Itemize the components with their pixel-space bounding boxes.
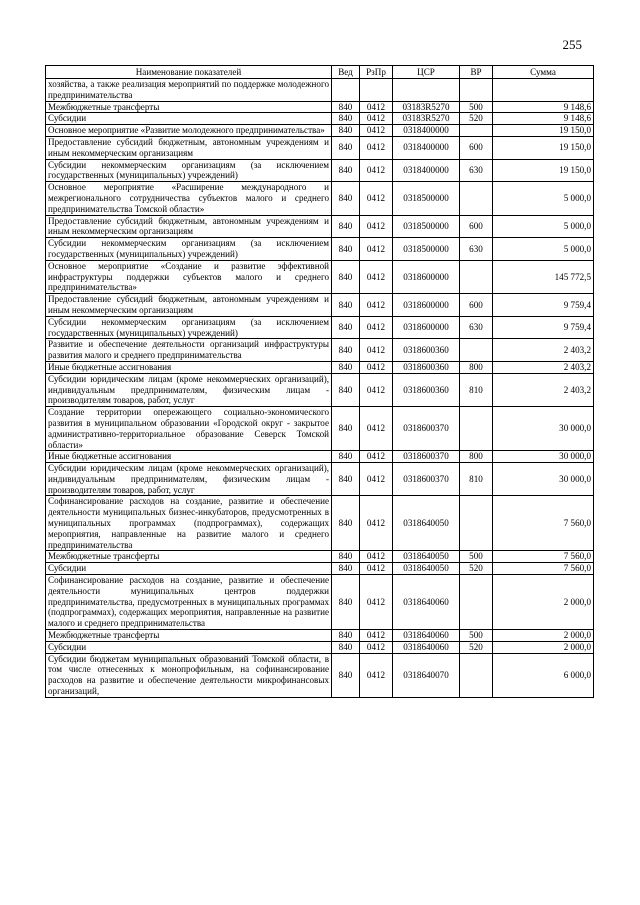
cell-csr: 0318640070	[393, 653, 460, 697]
table-row	[46, 361, 594, 373]
cell-name: Межбюджетные трансферты	[46, 551, 332, 563]
cell-rzpr: 0412	[360, 238, 393, 261]
cell-rzpr: 0412	[360, 260, 393, 293]
cell-rzpr: 0412	[360, 182, 393, 215]
cell-name: Межбюджетные трансферты	[46, 630, 332, 642]
table-row	[46, 260, 594, 293]
table-row	[46, 159, 594, 182]
cell-name: Субсидии некоммерческим организациям (за исключением государственных (муниципальных) учреждений)	[46, 316, 332, 339]
cell-vr: 810	[460, 463, 493, 496]
cell-ved: 840	[332, 101, 360, 113]
cell-rzpr: 0412	[360, 451, 393, 463]
cell-csr: 0318640060	[393, 630, 460, 642]
cell-vr: 520	[460, 641, 493, 653]
cell-vr: 600	[460, 136, 493, 159]
cell-name: Развитие и обеспечение деятельности организаций инфраструктуры развития малого и среднего предпринимательства	[46, 339, 332, 362]
cell-rzpr: 0412	[360, 630, 393, 642]
cell-sum: 2 000,0	[493, 641, 594, 653]
cell-sum: 9 759,4	[493, 294, 594, 317]
cell-name: Субсидии бюджетам муниципальных образований Томской области, в том числе отнесенных к монопрофильным, на софинансирование расходов на развитие и обеспечение деятельности микрофинансовых организаций,	[46, 653, 332, 697]
cell-ved: 840	[332, 630, 360, 642]
cell-sum: 2 403,2	[493, 361, 594, 373]
cell-csr: 03183R5270	[393, 101, 460, 113]
cell-sum: 5 000,0	[493, 182, 594, 215]
table-row	[46, 215, 594, 238]
cell-vr	[460, 125, 493, 137]
cell-ved: 840	[332, 215, 360, 238]
cell-sum: 30 000,0	[493, 407, 594, 451]
cell-vr: 810	[460, 373, 493, 406]
cell-rzpr: 0412	[360, 496, 393, 551]
cell-vr: 500	[460, 630, 493, 642]
cell-csr: 0318640060	[393, 641, 460, 653]
cell-sum: 2 000,0	[493, 575, 594, 630]
header-vr: ВР	[460, 66, 493, 79]
cell-name: Предоставление субсидий бюджетным, автономным учреждениям и иным некоммерческим организациям	[46, 136, 332, 159]
cell-name: Межбюджетные трансферты	[46, 101, 332, 113]
cell-sum: 7 560,0	[493, 563, 594, 575]
cell-name: Субсидии некоммерческим организациям (за исключением государственных (муниципальных) учреждений)	[46, 159, 332, 182]
cell-vr: 600	[460, 294, 493, 317]
header-rzpr: РзПр	[360, 66, 393, 79]
budget-table	[45, 65, 594, 698]
cell-name: Основное мероприятие «Создание и развитие эффективной инфраструктуры поддержки субъектов малого и среднего предпринимательства»	[46, 260, 332, 293]
cell-csr: 0318500000	[393, 182, 460, 215]
cell-sum: 5 000,0	[493, 215, 594, 238]
cell-csr: 0318500000	[393, 238, 460, 261]
table-row	[46, 641, 594, 653]
cell-rzpr: 0412	[360, 641, 393, 653]
cell-sum: 19 150,0	[493, 159, 594, 182]
cell-rzpr	[360, 79, 393, 102]
cell-sum: 5 000,0	[493, 238, 594, 261]
cell-name: Основное мероприятие «Расширение международного и межрегионального сотрудничества субъектов малого и среднего предпринимательства Томской области»	[46, 182, 332, 215]
cell-vr: 500	[460, 551, 493, 563]
cell-vr: 520	[460, 113, 493, 125]
header-ved: Вед	[332, 66, 360, 79]
table-row	[46, 630, 594, 642]
cell-ved: 840	[332, 641, 360, 653]
cell-rzpr: 0412	[360, 339, 393, 362]
table-row	[46, 463, 594, 496]
cell-ved: 840	[332, 125, 360, 137]
cell-sum: 9 759,4	[493, 316, 594, 339]
cell-sum: 19 150,0	[493, 136, 594, 159]
cell-sum	[493, 79, 594, 102]
cell-vr: 630	[460, 316, 493, 339]
cell-vr	[460, 407, 493, 451]
cell-rzpr: 0412	[360, 101, 393, 113]
cell-sum: 2 403,2	[493, 373, 594, 406]
cell-vr: 630	[460, 159, 493, 182]
cell-rzpr: 0412	[360, 113, 393, 125]
cell-sum: 30 000,0	[493, 451, 594, 463]
cell-sum: 30 000,0	[493, 463, 594, 496]
table-row	[46, 238, 594, 261]
cell-vr	[460, 653, 493, 697]
cell-sum: 9 148,6	[493, 101, 594, 113]
table-row	[46, 575, 594, 630]
table-row	[46, 653, 594, 697]
cell-name: Субсидии	[46, 113, 332, 125]
cell-rzpr: 0412	[360, 136, 393, 159]
table-row	[46, 79, 594, 102]
cell-csr: 0318400000	[393, 136, 460, 159]
cell-name: Субсидии юридическим лицам (кроме некоммерческих организаций), индивидуальным предпринимателям, физическим лицам - производителям товаров, работ, услуг	[46, 463, 332, 496]
cell-name: хозяйства, а также реализация мероприятий по поддержке молодежного предпринимательства	[46, 79, 332, 102]
table-row	[46, 407, 594, 451]
cell-name: Субсидии	[46, 641, 332, 653]
cell-csr: 0318600370	[393, 451, 460, 463]
cell-ved: 840	[332, 496, 360, 551]
cell-ved: 840	[332, 463, 360, 496]
cell-rzpr: 0412	[360, 575, 393, 630]
cell-name: Предоставление субсидий бюджетным, автономным учреждениям и иным некоммерческим организациям	[46, 215, 332, 238]
cell-name: Иные бюджетные ассигнования	[46, 451, 332, 463]
cell-rzpr: 0412	[360, 407, 393, 451]
cell-name: Субсидии некоммерческим организациям (за исключением государственных (муниципальных) учреждений)	[46, 238, 332, 261]
cell-csr: 0318640050	[393, 551, 460, 563]
cell-csr: 0318640060	[393, 575, 460, 630]
cell-sum: 7 560,0	[493, 496, 594, 551]
cell-vr	[460, 496, 493, 551]
table-row	[46, 182, 594, 215]
cell-name: Софинансирование расходов на создание, развитие и обеспечение деятельности муниципальных центров поддержки предпринимательства, предусмотренных в муниципальных программах (подпрограммах), содержащих мероприятия, направленные на развитие малого и среднего предпринимательства	[46, 575, 332, 630]
cell-name: Основное мероприятие «Развитие молодежного предпринимательства»	[46, 125, 332, 137]
header-name: Наименование показателей	[46, 66, 332, 79]
cell-vr: 800	[460, 361, 493, 373]
header-csr: ЦСР	[393, 66, 460, 79]
cell-csr: 0318600370	[393, 463, 460, 496]
cell-rzpr: 0412	[360, 373, 393, 406]
table-row	[46, 101, 594, 113]
cell-csr: 0318600000	[393, 316, 460, 339]
cell-ved: 840	[332, 551, 360, 563]
cell-vr: 520	[460, 563, 493, 575]
cell-vr	[460, 339, 493, 362]
cell-rzpr: 0412	[360, 215, 393, 238]
cell-sum: 2 000,0	[493, 630, 594, 642]
cell-rzpr: 0412	[360, 316, 393, 339]
cell-csr: 0318500000	[393, 215, 460, 238]
table-row	[46, 496, 594, 551]
cell-rzpr: 0412	[360, 463, 393, 496]
cell-csr: 0318600360	[393, 361, 460, 373]
cell-name: Создание территории опережающего социально-экономического развития в муниципальном образовании «Городской округ - закрытое административно-территориальное образование Северск Томской области»	[46, 407, 332, 451]
cell-vr: 630	[460, 238, 493, 261]
cell-rzpr: 0412	[360, 294, 393, 317]
cell-ved: 840	[332, 113, 360, 125]
table-body	[46, 79, 594, 698]
cell-csr: 0318640050	[393, 563, 460, 575]
cell-name: Софинансирование расходов на создание, развитие и обеспечение деятельности муниципальных бизнес-инкубаторов, предусмотренных в муниципальных программах (подпрограммах), содержащих мероприятия, направленные на развитие малого и среднего предпринимательства	[46, 496, 332, 551]
cell-name: Иные бюджетные ассигнования	[46, 361, 332, 373]
cell-sum: 2 403,2	[493, 339, 594, 362]
table-header-row	[46, 66, 594, 79]
cell-name: Субсидии	[46, 563, 332, 575]
cell-ved: 840	[332, 407, 360, 451]
cell-rzpr: 0412	[360, 361, 393, 373]
cell-rzpr: 0412	[360, 159, 393, 182]
cell-vr: 600	[460, 215, 493, 238]
cell-vr: 500	[460, 101, 493, 113]
cell-ved: 840	[332, 563, 360, 575]
cell-ved: 840	[332, 136, 360, 159]
cell-ved: 840	[332, 260, 360, 293]
cell-sum: 19 150,0	[493, 125, 594, 137]
cell-csr: 0318600370	[393, 407, 460, 451]
cell-rzpr: 0412	[360, 551, 393, 563]
cell-ved: 840	[332, 575, 360, 630]
cell-ved	[332, 79, 360, 102]
cell-name: Предоставление субсидий бюджетным, автономным учреждениям и иным некоммерческим организациям	[46, 294, 332, 317]
cell-ved: 840	[332, 339, 360, 362]
table-row	[46, 125, 594, 137]
cell-csr	[393, 79, 460, 102]
table-row	[46, 563, 594, 575]
table-row	[46, 113, 594, 125]
cell-vr	[460, 79, 493, 102]
cell-sum: 6 000,0	[493, 653, 594, 697]
cell-csr: 03183R5270	[393, 113, 460, 125]
cell-csr: 0318600000	[393, 260, 460, 293]
table-row	[46, 373, 594, 406]
cell-vr	[460, 182, 493, 215]
page-number: 255	[562, 37, 582, 52]
cell-csr: 0318400000	[393, 125, 460, 137]
table-row	[46, 316, 594, 339]
cell-ved: 840	[332, 159, 360, 182]
cell-ved: 840	[332, 238, 360, 261]
cell-name: Субсидии юридическим лицам (кроме некоммерческих организаций), индивидуальным предпринимателям, физическим лицам - производителям товаров, работ, услуг	[46, 373, 332, 406]
cell-sum: 9 148,6	[493, 113, 594, 125]
header-sum: Сумма	[493, 66, 594, 79]
table-row	[46, 136, 594, 159]
table-row	[46, 339, 594, 362]
cell-rzpr: 0412	[360, 653, 393, 697]
table-row	[46, 551, 594, 563]
cell-ved: 840	[332, 373, 360, 406]
cell-vr	[460, 260, 493, 293]
cell-csr: 0318600000	[393, 294, 460, 317]
cell-ved: 840	[332, 316, 360, 339]
cell-ved: 840	[332, 451, 360, 463]
cell-vr	[460, 575, 493, 630]
cell-sum: 145 772,5	[493, 260, 594, 293]
cell-ved: 840	[332, 182, 360, 215]
cell-csr: 0318400000	[393, 159, 460, 182]
cell-csr: 0318640050	[393, 496, 460, 551]
table-row	[46, 451, 594, 463]
cell-ved: 840	[332, 294, 360, 317]
table-row	[46, 294, 594, 317]
cell-ved: 840	[332, 653, 360, 697]
cell-rzpr: 0412	[360, 563, 393, 575]
cell-sum: 7 560,0	[493, 551, 594, 563]
cell-vr: 800	[460, 451, 493, 463]
cell-ved: 840	[332, 361, 360, 373]
cell-csr: 0318600360	[393, 339, 460, 362]
cell-rzpr: 0412	[360, 125, 393, 137]
cell-csr: 0318600360	[393, 373, 460, 406]
